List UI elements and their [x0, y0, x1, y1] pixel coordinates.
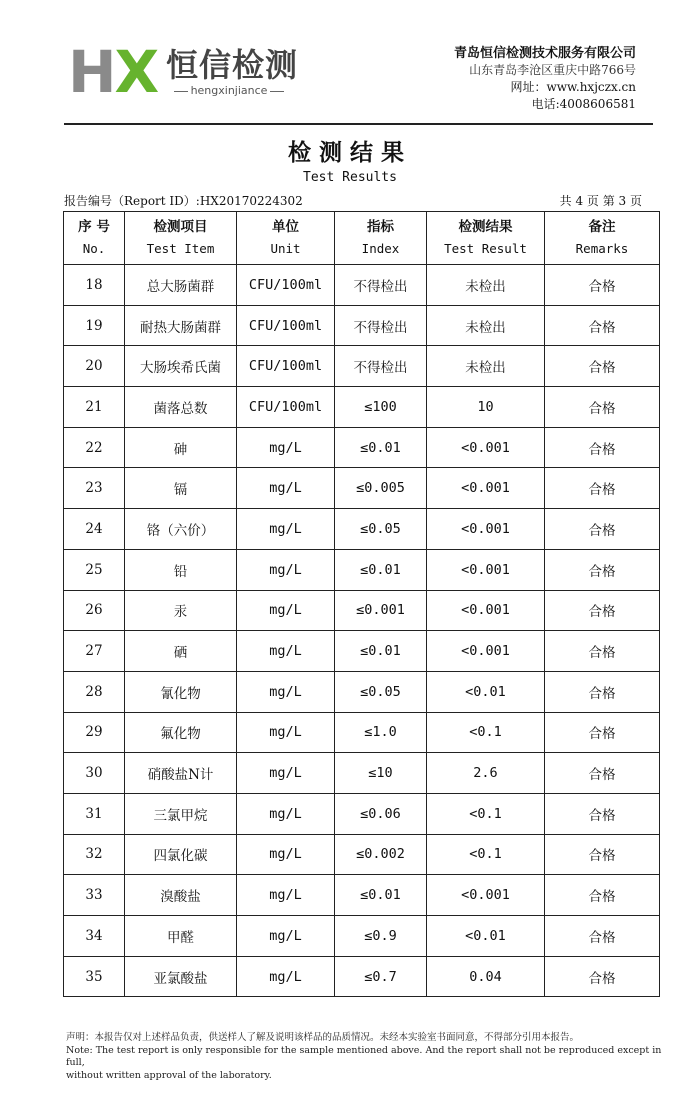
cell-unit: mg/L — [237, 753, 335, 794]
results-table — [63, 211, 660, 997]
column-header-en: Remarks — [575, 241, 629, 256]
cell-unit: mg/L — [237, 509, 335, 550]
cell-item: 镉 — [125, 468, 237, 509]
cell-remark: 合格 — [545, 427, 660, 468]
column-header-cn: 检测项目 — [153, 219, 208, 235]
table-row — [64, 875, 660, 916]
cell-no: 19 — [64, 305, 125, 346]
table-header-row — [64, 212, 660, 265]
cell-no: 34 — [64, 916, 125, 957]
cell-item: 硒 — [125, 631, 237, 672]
column-header-en: Unit — [270, 241, 301, 256]
column-header-cn: 单位 — [272, 219, 299, 235]
cell-index: ≤0.005 — [335, 468, 427, 509]
cell-no: 31 — [64, 793, 125, 834]
cell-remark: 合格 — [545, 387, 660, 428]
page-subtitle: Test Results — [303, 170, 397, 185]
cell-remark: 合格 — [545, 631, 660, 672]
cell-no: 29 — [64, 712, 125, 753]
cell-index: ≤0.01 — [335, 875, 427, 916]
cell-unit: mg/L — [237, 631, 335, 672]
cell-result: <0.001 — [427, 468, 545, 509]
header-divider — [64, 123, 653, 125]
column-header — [125, 212, 237, 265]
cell-unit: CFU/100ml — [237, 265, 335, 306]
cell-result: <0.1 — [427, 834, 545, 875]
table-row — [64, 346, 660, 387]
column-header — [237, 212, 335, 265]
cell-unit: mg/L — [237, 793, 335, 834]
cell-index: ≤0.9 — [335, 916, 427, 957]
cell-remark: 合格 — [545, 834, 660, 875]
cell-result: 2.6 — [427, 753, 545, 794]
cell-no: 32 — [64, 834, 125, 875]
cell-remark: 合格 — [545, 916, 660, 957]
cell-unit: mg/L — [237, 834, 335, 875]
table-row — [64, 549, 660, 590]
column-header-en: Index — [361, 241, 400, 256]
disclaimer-en-line1: Note: The test report is only responsible for the sample mentioned above. And the report shall not be reproduced except in full, — [66, 1044, 662, 1068]
cell-item: 氰化物 — [125, 671, 237, 712]
disclaimer-cn: 声明：本报告仅对上述样品负责，供送样人了解及说明该样品的品质情况。未经本实验室书面同意，不得部分引用本报告。 — [66, 1032, 580, 1043]
cell-no: 20 — [64, 346, 125, 387]
cell-item: 硝酸盐N计 — [125, 753, 237, 794]
table-row — [64, 753, 660, 794]
cell-unit: CFU/100ml — [237, 305, 335, 346]
cell-item: 大肠埃希氏菌 — [125, 346, 237, 387]
cell-unit: mg/L — [237, 875, 335, 916]
report-id: 报告编号（Report ID）:HX20170224302 — [64, 194, 303, 208]
cell-result: <0.001 — [427, 509, 545, 550]
cell-index: 不得检出 — [335, 346, 427, 387]
cell-no: 33 — [64, 875, 125, 916]
cell-index: ≤1.0 — [335, 712, 427, 753]
cell-item: 总大肠菌群 — [125, 265, 237, 306]
cell-remark: 合格 — [545, 590, 660, 631]
cell-result: <0.1 — [427, 712, 545, 753]
cell-result: <0.001 — [427, 875, 545, 916]
cell-index: ≤0.05 — [335, 671, 427, 712]
cell-no: 27 — [64, 631, 125, 672]
company-logo — [68, 38, 299, 106]
company-phone: 电话:4008606581 — [531, 97, 636, 111]
cell-index: 不得检出 — [335, 265, 427, 306]
table-row — [64, 427, 660, 468]
table-row — [64, 956, 660, 997]
cell-result: <0.001 — [427, 427, 545, 468]
cell-index: 不得检出 — [335, 305, 427, 346]
cell-index: ≤0.002 — [335, 834, 427, 875]
disclaimer-en-line2: without written approval of the laboratory. — [66, 1069, 272, 1081]
cell-result: <0.001 — [427, 631, 545, 672]
cell-remark: 合格 — [545, 468, 660, 509]
cell-remark: 合格 — [545, 671, 660, 712]
company-address: 山东青岛李沧区重庆中路766号 — [469, 63, 636, 77]
column-header-cn: 指标 — [367, 219, 394, 235]
cell-result: 未检出 — [427, 346, 545, 387]
column-header-en: No. — [82, 241, 106, 256]
logo-letter-x: X — [114, 38, 158, 106]
cell-index: ≤100 — [335, 387, 427, 428]
logo-mark — [68, 38, 158, 106]
cell-item: 耐热大肠菌群 — [125, 305, 237, 346]
cell-index: ≤0.7 — [335, 956, 427, 997]
cell-remark: 合格 — [545, 712, 660, 753]
logo-english-text: hengxinjiance — [190, 84, 268, 97]
cell-item: 菌落总数 — [125, 387, 237, 428]
cell-item: 铬（六价） — [125, 509, 237, 550]
table-row — [64, 590, 660, 631]
column-header-cn: 序 号 — [78, 219, 110, 235]
cell-result: <0.001 — [427, 549, 545, 590]
table-body — [64, 265, 660, 997]
cell-no: 26 — [64, 590, 125, 631]
cell-result: <0.001 — [427, 590, 545, 631]
column-header-en: Test Result — [444, 241, 527, 256]
company-website: 网址：www.hxjczx.cn — [510, 80, 636, 94]
cell-unit: mg/L — [237, 427, 335, 468]
cell-item: 三氯甲烷 — [125, 793, 237, 834]
disclaimer — [66, 1032, 666, 1082]
cell-unit: mg/L — [237, 956, 335, 997]
cell-no: 18 — [64, 265, 125, 306]
cell-remark: 合格 — [545, 753, 660, 794]
cell-item: 甲醛 — [125, 916, 237, 957]
table-row — [64, 468, 660, 509]
cell-unit: CFU/100ml — [237, 387, 335, 428]
cell-unit: mg/L — [237, 590, 335, 631]
cell-remark: 合格 — [545, 549, 660, 590]
cell-item: 亚氯酸盐 — [125, 956, 237, 997]
table-row — [64, 834, 660, 875]
cell-no: 28 — [64, 671, 125, 712]
column-header-en: Test Item — [146, 241, 215, 256]
table-row — [64, 631, 660, 672]
cell-no: 23 — [64, 468, 125, 509]
cell-unit: mg/L — [237, 549, 335, 590]
cell-no: 30 — [64, 753, 125, 794]
cell-index: ≤0.05 — [335, 509, 427, 550]
column-header — [335, 212, 427, 265]
cell-remark: 合格 — [545, 509, 660, 550]
cell-item: 四氯化碳 — [125, 834, 237, 875]
cell-unit: CFU/100ml — [237, 346, 335, 387]
cell-remark: 合格 — [545, 265, 660, 306]
table-row — [64, 305, 660, 346]
cell-remark: 合格 — [545, 956, 660, 997]
table-row — [64, 793, 660, 834]
cell-no: 25 — [64, 549, 125, 590]
column-header — [64, 212, 125, 265]
logo-chinese-name: 恒信检测 — [166, 46, 299, 84]
cell-item: 汞 — [125, 590, 237, 631]
cell-result: 未检出 — [427, 305, 545, 346]
table-row — [64, 265, 660, 306]
cell-no: 22 — [64, 427, 125, 468]
cell-remark: 合格 — [545, 875, 660, 916]
cell-index: ≤0.01 — [335, 427, 427, 468]
cell-no: 35 — [64, 956, 125, 997]
cell-remark: 合格 — [545, 346, 660, 387]
column-header — [427, 212, 545, 265]
company-info — [454, 45, 636, 113]
cell-result: 10 — [427, 387, 545, 428]
cell-unit: mg/L — [237, 916, 335, 957]
page-number: 共 4 页 第 3 页 — [559, 194, 642, 208]
cell-result: <0.01 — [427, 671, 545, 712]
cell-unit: mg/L — [237, 671, 335, 712]
table-row — [64, 916, 660, 957]
cell-index: ≤0.01 — [335, 549, 427, 590]
cell-result: 0.04 — [427, 956, 545, 997]
cell-result: 未检出 — [427, 265, 545, 306]
cell-index: ≤0.06 — [335, 793, 427, 834]
cell-item: 铅 — [125, 549, 237, 590]
cell-result: <0.1 — [427, 793, 545, 834]
column-header — [545, 212, 660, 265]
cell-remark: 合格 — [545, 305, 660, 346]
cell-unit: mg/L — [237, 468, 335, 509]
cell-no: 24 — [64, 509, 125, 550]
table-row — [64, 671, 660, 712]
cell-index: ≤0.001 — [335, 590, 427, 631]
cell-no: 21 — [64, 387, 125, 428]
column-header-cn: 备注 — [588, 219, 616, 235]
table-row — [64, 509, 660, 550]
table-row — [64, 387, 660, 428]
cell-item: 溴酸盐 — [125, 875, 237, 916]
cell-item: 砷 — [125, 427, 237, 468]
cell-index: ≤0.01 — [335, 631, 427, 672]
cell-index: ≤10 — [335, 753, 427, 794]
cell-item: 氟化物 — [125, 712, 237, 753]
column-header-cn: 检测结果 — [458, 219, 513, 235]
company-name: 青岛恒信检测技术服务有限公司 — [453, 46, 636, 61]
cell-unit: mg/L — [237, 712, 335, 753]
table-row — [64, 712, 660, 753]
cell-result: <0.01 — [427, 916, 545, 957]
page-title: 检测结果 — [288, 140, 412, 166]
cell-remark: 合格 — [545, 793, 660, 834]
logo-english-name — [166, 84, 292, 97]
logo-letter-h: H — [68, 38, 115, 106]
